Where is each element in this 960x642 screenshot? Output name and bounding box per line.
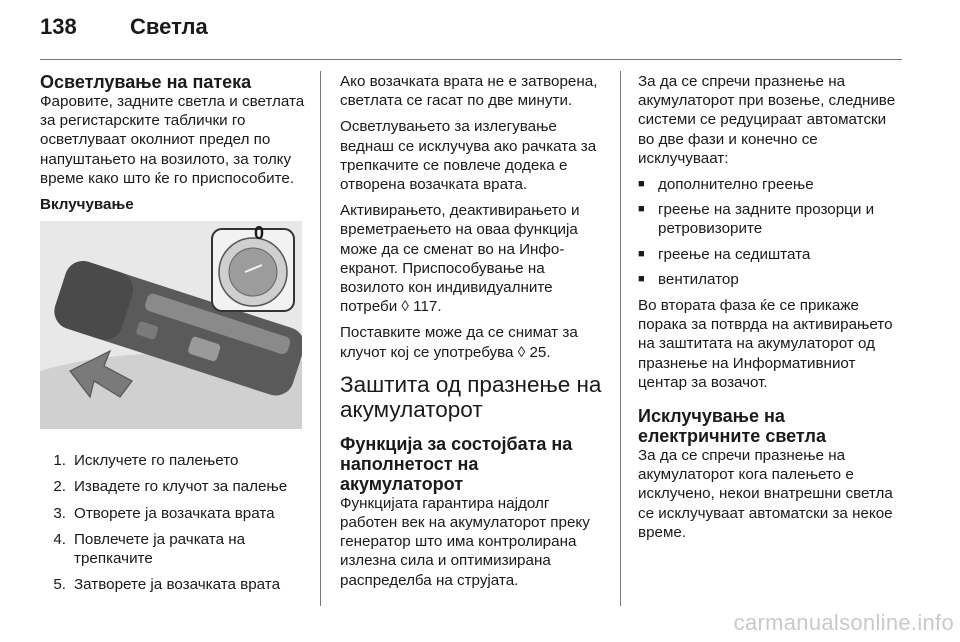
lever-drawing [40, 221, 302, 429]
watermark: carmanualsonline.info [733, 610, 954, 635]
list-item: 5. Затворете ја возачката врата [53, 576, 281, 594]
battery-protection-heading: Заштита од празнење на акумулаторот [340, 371, 602, 422]
reduced-systems-list [638, 175, 904, 289]
list-item: 4. Повлечете ја рачката на трепкачите [53, 530, 246, 568]
list-item: ■ дополнително греење [638, 176, 814, 194]
column-1 [40, 72, 306, 601]
paragraph: Активирањето, деактивирањето и времетраењето на оваа функција може да се сменат во на Инфо-екранот. Приспособување на возилото кон индивидуалните потреби ◊ 117. [340, 202, 580, 316]
column-divider-1 [320, 71, 321, 606]
list-item: ■ греење на задните прозорци и ретровизорите [638, 201, 875, 238]
charge-function-subheading: Функција за состојбата на наполнетост на акумулаторот [340, 433, 573, 494]
header-rule [40, 59, 902, 60]
exit-lighting-intro: Фаровите, задните светла и светлата за регистарските таблички го осветлуваат околниот предел по напуштањето на возилото, за толку време како што ќе го приспособите. [40, 93, 305, 187]
activation-subheading: Вклучување [40, 196, 134, 214]
turn-signal-lever-illustration [40, 221, 302, 429]
page-number: 138 [40, 14, 77, 39]
page-header [40, 14, 208, 50]
section-title: Светла [130, 14, 208, 39]
activation-steps [40, 451, 306, 594]
paragraph: Ако возачката врата не е затворена, светлата се гасат по две минути. [340, 73, 598, 110]
paragraph: Поставките може да се снимат за клучот кој се употребува ◊ 25. [340, 324, 578, 361]
list-item: 2. Извадете го клучот за палење [53, 478, 288, 496]
column-divider-2 [620, 71, 621, 606]
list-item: 1. Исклучете го палењето [53, 452, 239, 470]
electric-lights-off-heading: Исклучување на електричните светла [638, 406, 826, 447]
list-item: 3. Отворете ја возачката врата [53, 504, 275, 522]
list-item: ■ греење на седиштата [638, 245, 811, 263]
exit-lighting-heading: Осветлување на патека [40, 72, 252, 92]
column-2 [340, 72, 606, 597]
paragraph: За да се спречи празнење на акумулаторот кога палењето е исклучено, некои внатрешни светла се исклучуваат автоматски за некое време. [638, 447, 893, 541]
list-item: ■ вентилатор [638, 270, 739, 288]
paragraph: За да се спречи празнење на акумулаторот при возење, следниве системи се редуцираат автоматски во две фази и конечно се исклучуваат: [638, 73, 896, 167]
column-3 [638, 72, 904, 549]
figure-label: 0 [254, 223, 265, 244]
paragraph: Функцијата гарантира најдолг работен век на акумулаторот преку генератор што има контролирана излезна сила и оптимизирана распределба на струјата. [340, 494, 590, 589]
paragraph: Во втората фаза ќе се прикаже порака за потврда на активирањето на заштитата на акумулаторот од празнење на Информативниот центар за возачот. [638, 297, 893, 391]
paragraph: Осветлувањето за излегување веднаш се исклучува ако рачката за трепкачите се повлече додека е отворена возачката врата. [340, 118, 597, 194]
